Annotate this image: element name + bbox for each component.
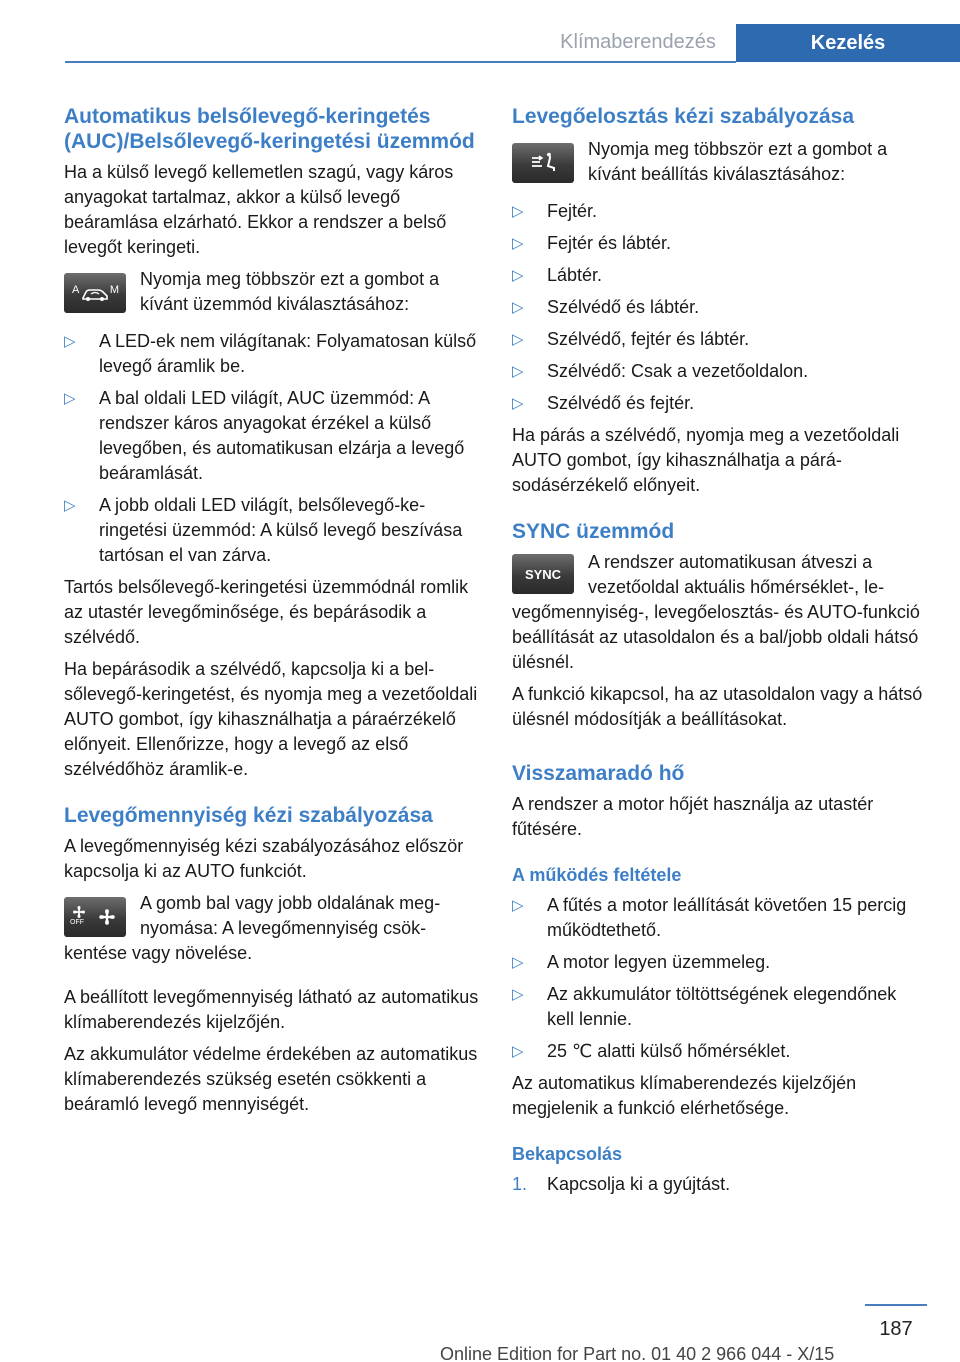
bullet-triangle-icon: ▷ bbox=[512, 267, 524, 284]
bullet-triangle-icon: ▷ bbox=[64, 497, 76, 514]
page-number: 187 bbox=[879, 1318, 913, 1340]
bullet-triangle-icon: ▷ bbox=[512, 331, 524, 348]
air-volume-paragraph-1: A beállított levegőmennyiség látható az automatikus klímaberendezés kijelzőjén. bbox=[64, 987, 479, 1032]
sync-button-icon bbox=[512, 554, 574, 594]
fan-large-icon bbox=[98, 908, 116, 926]
bullet-triangle-icon: ▷ bbox=[512, 1043, 524, 1060]
header-chapter-tab: Kezelés bbox=[736, 24, 960, 62]
list-item: ▷ A fűtés a motor leállítását követően 15 percig működtethető. bbox=[512, 895, 907, 940]
edition-text: Online Edition for Part no. 01 40 2 966 044 - X/15 bbox=[440, 1344, 835, 1362]
distribution-button-row bbox=[512, 137, 926, 187]
footer-rule bbox=[865, 1304, 927, 1306]
bullet-triangle-icon: ▷ bbox=[64, 390, 76, 407]
bullet-triangle-icon: ▷ bbox=[512, 986, 524, 1003]
auc-heading: Automatikus belsőlevegő-keringetés (AUC)/Belsőlevegő-keringetési üzemmód bbox=[64, 105, 475, 153]
bullet-triangle-icon: ▷ bbox=[512, 395, 524, 412]
auc-intro: Ha a külső levegő kellemetlen szagú, vagy káros anyagokat tartalmaz, akkor a külső levegő beáramlása elzárható. Ekkor a rendszer a belső levegőt keringeti. bbox=[64, 162, 454, 257]
header-rule bbox=[65, 61, 736, 63]
auc-button-label-m: M bbox=[109, 284, 119, 296]
switch-on-steps bbox=[512, 1172, 926, 1197]
step-number: 1. bbox=[512, 1174, 528, 1194]
fan-small-icon bbox=[72, 905, 86, 919]
distribution-paragraph: Ha párás a szélvédő, nyomja meg a vezetőoldali AUTO gombot, így kihasználhatja a párásodásérzékelő előnyeit. bbox=[512, 425, 900, 495]
air-volume-heading: Levegőmennyiség kézi szabályozása bbox=[64, 804, 433, 827]
distribution-list bbox=[512, 199, 926, 416]
switch-on-heading: Bekapcsolás bbox=[512, 1144, 623, 1164]
list-item: ▷ Szélvédő és fejtér. bbox=[512, 391, 926, 416]
auc-mode-list bbox=[64, 329, 480, 568]
page-header bbox=[0, 0, 960, 62]
list-item: ▷ Szélvédő és lábtér. bbox=[512, 295, 926, 320]
list-item: ▷ Szélvédő: Csak a vezetőoldalon. bbox=[512, 359, 926, 384]
auc-button-text: Nyomja meg többször ezt a gombot a kívánt üzemmód kiválasztásához: bbox=[140, 269, 440, 314]
air-volume-button-text: A gomb bal vagy jobb oldalának megnyomása: A levegőmennyiség csökkentése vagy növelése. bbox=[64, 893, 441, 963]
left-column bbox=[64, 104, 480, 1124]
list-item: ▷ 25 ℃ alatti külső hőmérséklet. bbox=[512, 1039, 926, 1064]
bullet-triangle-icon: ▷ bbox=[64, 333, 76, 350]
sync-button-label: SYNC bbox=[524, 566, 562, 582]
bullet-triangle-icon: ▷ bbox=[512, 954, 524, 971]
sync-paragraph: A funkció kikapcsol, ha az utasoldalon vagy a hátsó ülésnél módosítják a beállításokat. bbox=[512, 684, 923, 729]
bullet-triangle-icon: ▷ bbox=[512, 897, 524, 914]
list-item: ▷ Fejtér és lábtér. bbox=[512, 231, 926, 256]
recirculation-car-icon bbox=[80, 285, 110, 303]
list-item: ▷ A jobb oldali LED világít, belsőlevegő-keringetési üzemmód: A külső levegő beszívása tartósan el van zárva. bbox=[64, 495, 463, 565]
sync-heading: SYNC üzemmód bbox=[512, 520, 675, 543]
distribution-heading: Levegőelosztás kézi szabályozása bbox=[512, 105, 854, 128]
auc-button-label-a: A bbox=[72, 284, 80, 296]
auc-paragraph-1: Tartós belsőlevegő-keringetési üzemmódnál romlik az utastér levegőminősége, és bepárásodik a szélvédő. bbox=[64, 577, 469, 647]
list-item: ▷ Fejtér. bbox=[512, 199, 926, 224]
auc-button-row bbox=[64, 267, 480, 317]
residual-heat-intro: A rendszer a motor hőjét használja az utastér fűtésére. bbox=[512, 794, 874, 839]
fan-button-off-label: OFF bbox=[70, 919, 84, 926]
sync-button-block bbox=[512, 550, 926, 675]
bullet-triangle-icon: ▷ bbox=[512, 203, 524, 220]
list-item: ▷ Szélvédő, fejtér és lábtér. bbox=[512, 327, 926, 352]
air-volume-intro: A levegőmennyiség kézi szabályozásához először kapcsolja ki az AUTO funkciót. bbox=[64, 836, 464, 881]
seat-airflow-icon bbox=[528, 152, 558, 174]
residual-heat-heading: Visszamaradó hő bbox=[512, 762, 685, 785]
distribution-button-text: Nyomja meg többször ezt a gombot a kívánt beállítás kiválasztásához: bbox=[588, 139, 888, 184]
bullet-triangle-icon: ▷ bbox=[512, 235, 524, 252]
list-item: ▷ A LED-ek nem világítanak: Folyamatosan külső levegő áramlik be. bbox=[64, 331, 477, 376]
bullet-triangle-icon: ▷ bbox=[512, 299, 524, 316]
list-item: ▷ Lábtér. bbox=[512, 263, 926, 288]
sync-text: A rendszer automatikusan átveszi a vezetőoldal aktuális hőmérséklet-, levegőmennyiség-, levegőelosztás- és AUTO-funkció beállítását az utasoldalon és a bal/jobb oldali hátsó ülésnél. bbox=[512, 552, 920, 672]
condition-list bbox=[512, 893, 926, 1064]
bullet-triangle-icon: ▷ bbox=[512, 363, 524, 380]
list-item: ▷ Az akkumulátor töltöttségének elegendőnek kell lennie. bbox=[512, 984, 897, 1029]
air-volume-button-block bbox=[64, 891, 480, 973]
right-column bbox=[512, 104, 926, 1197]
list-item: 1. Kapcsolja ki a gyújtást. bbox=[512, 1172, 926, 1197]
air-volume-paragraph-2: Az akkumulátor védelme érdekében az automatikus klímaberendezés szükség esetén csökkenti a beáramló levegő mennyiségét. bbox=[64, 1044, 478, 1114]
condition-paragraph: Az automatikus klímaberendezés kijelzőjén megjelenik a funkció elérhetősége. bbox=[512, 1073, 857, 1118]
list-item: ▷ A bal oldali LED világít, AUC üzemmód: A rendszer káros anyagokat érzékel a külső levegőben, és automatikusan elzárja a levegő beáramlását. bbox=[64, 388, 465, 483]
air-distribution-icon bbox=[512, 143, 574, 183]
fan-button-icon bbox=[64, 897, 126, 937]
auc-button-icon bbox=[64, 273, 126, 313]
header-section-title: Klímaberendezés bbox=[560, 31, 716, 53]
auc-paragraph-2: Ha bepárásodik a szélvédő, kapcsolja ki a belsőlevegő-keringetést, és nyomja meg a vezetőoldali AUTO gombot, így kihasználhatja a páraérzékelő előnyeit. Ellenőrizze, hogy a levegő az első szélvédőhöz áramlik-e. bbox=[64, 659, 478, 779]
list-item: ▷ A motor legyen üzemmeleg. bbox=[512, 950, 926, 975]
condition-heading: A működés feltétele bbox=[512, 865, 682, 885]
